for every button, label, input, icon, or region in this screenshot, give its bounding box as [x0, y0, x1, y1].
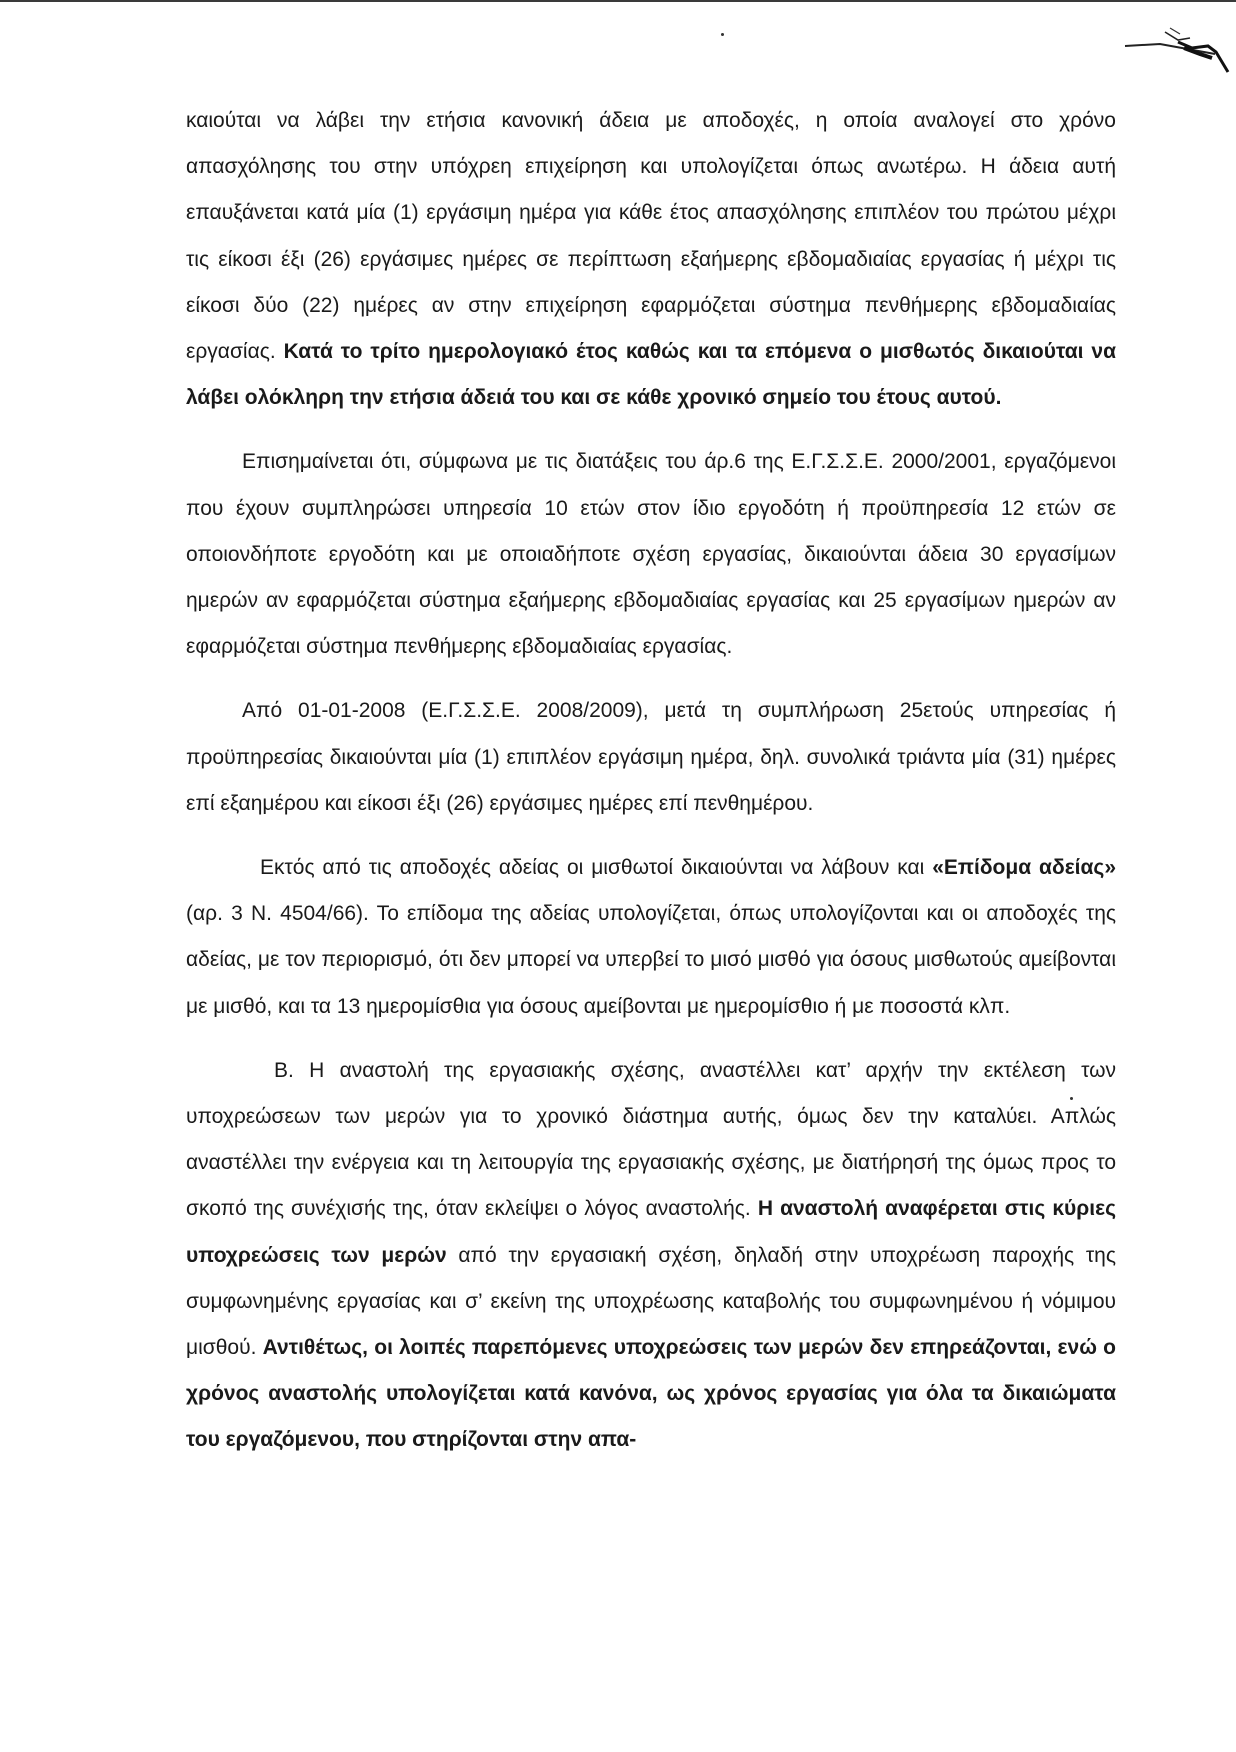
paragraph-annual-leave: [186, 98, 1116, 421]
text-run: καιούται να λάβει την ετήσια κανονική άδεια με αποδοχές, η οποία αναλογεί στο χρόνο απασχόλησης του στην υπόχρεη επιχείρηση και υπολογίζεται όπως ανωτέρω. Η άδεια αυτή επαυξάνεται κατά μία (1) εργάσιμη ημέρα για κάθε έτος απασχόλησης επιπλέον του πρώτου μέχρι τις είκοσι έξι (26) εργάσιμες ημέρες σε περίπτωση εξαήμερης εβδομαδιαίας εργασίας ή μέχρι τις είκοσι δύο (22) ημέρες αν στην επιχείρηση εφαρμόζεται σύστημα πενθήμερης εβδομαδιαίας εργασίας.: [186, 109, 1116, 364]
text-run-bold: «Επίδομα αδείας»: [932, 856, 1116, 880]
text-run: Εκτός από τις αποδοχές αδείας οι μισθωτοί δικαιούνται να λάβουν και: [260, 856, 933, 880]
paragraph-suspension: [186, 1048, 1116, 1464]
text-run-bold: Η αναστολή αναφέρεται στις κύριες υποχρεώσεις των μερών: [186, 1197, 1116, 1267]
page-body: [186, 98, 1116, 1464]
text-run-bold: Αντιθέτως, οι λοιπές παρεπόμενες υποχρεώσεις των μερών δεν επηρεάζονται, ενώ ο χρόνος αναστολής υπολογίζεται κατά κανόνα, ως χρόνος εργασίας για όλα τα δικαιώματα του εργαζόμενου, που στηρίζονται στην απα-: [186, 1336, 1116, 1452]
paragraph-leave-allowance: [186, 845, 1116, 1030]
text-run: Από 01-01-2008 (Ε.Γ.Σ.Σ.Ε. 2008/2009), μετά τη συμπλήρωση 25ετούς υπηρεσίας ή προϋπηρεσίας δικαιούνται μία (1) επιπλέον εργάσιμη ημέρα, δηλ. συνολικά τριάντα μία (31) ημέρες επί εξαημέρου και είκοσι έξι (26) εργάσιμες ημέρες επί πενθημέρου.: [186, 699, 1116, 815]
paragraph-egsse-2000: [186, 439, 1116, 670]
text-run: (αρ. 3 Ν. 4504/66). Το επίδομα της αδείας υπολογίζεται, όπως υπολογίζονται και οι αποδοχές της αδείας, με τον περιορισμό, ότι δεν μπορεί να υπερβεί το μισό μισθό για όσους μισθωτούς αμείβονται με μισθό, και τα 13 ημερομίσθια για όσους αμείβονται με ημερομίσθιο ή με ποσοστά κλπ.: [186, 902, 1116, 1018]
scan-top-edge-line: [0, 0, 1236, 2]
text-run: Επισημαίνεται ότι, σύμφωνα με τις διατάξεις του άρ.6 της Ε.Γ.Σ.Σ.Ε. 2000/2001, εργαζόμενοι που έχουν συμπληρώσει υπηρεσία 10 ετών στον ίδιο εργοδότη ή προϋπηρεσία 12 ετών σε οποιονδήποτε εργοδότη και με οποιαδήποτε σχέση εργασίας, δικαιούνται άδεια 30 εργασίμων ημερών αν εφαρμόζεται σύστημα εξαήμερης εβδομαδιαίας εργασίας και 25 εργασίμων ημερών αν εφαρμόζεται σύστημα πενθήμερης εβδομαδιαίας εργασίας.: [186, 450, 1116, 659]
text-run: Β. Η αναστολή της εργασιακής σχέσης, αναστέλλει κατ’ αρχήν την εκτέλεση των υποχρεώσεων των μερών για το χρονικό διάστημα αυτής, όμως δεν την καταλύει. Απλώς αναστέλλει την ενέργεια και τη λειτουργία της εργασιακής σχέσης, με διατήρησή της όμως προς το σκοπό της συνέχισής της, όταν εκλείψει ο λόγος αναστολής.: [186, 1058, 1116, 1221]
text-run-bold: Κατά το τρίτο ημερολογιακό έτος καθώς και τα επόμενα ο μισθωτός δικαιούται να λάβει ολόκληρη την ετήσια άδειά του και σε κάθε χρονικό σημείο του έτους αυτού.: [186, 340, 1116, 410]
text-run: από την εργασιακή σχέση, δηλαδή στην υποχρέωση παροχής της συμφωνημένης εργασίας και σ’ εκείνη της υποχρέωσης καταβολής του συμφωνημένου ή νόμιμου μισθού.: [186, 1243, 1116, 1360]
paragraph-egsse-2008: [186, 688, 1116, 827]
handwritten-mark-icon: [1120, 18, 1230, 88]
scan-speck: [721, 33, 724, 36]
